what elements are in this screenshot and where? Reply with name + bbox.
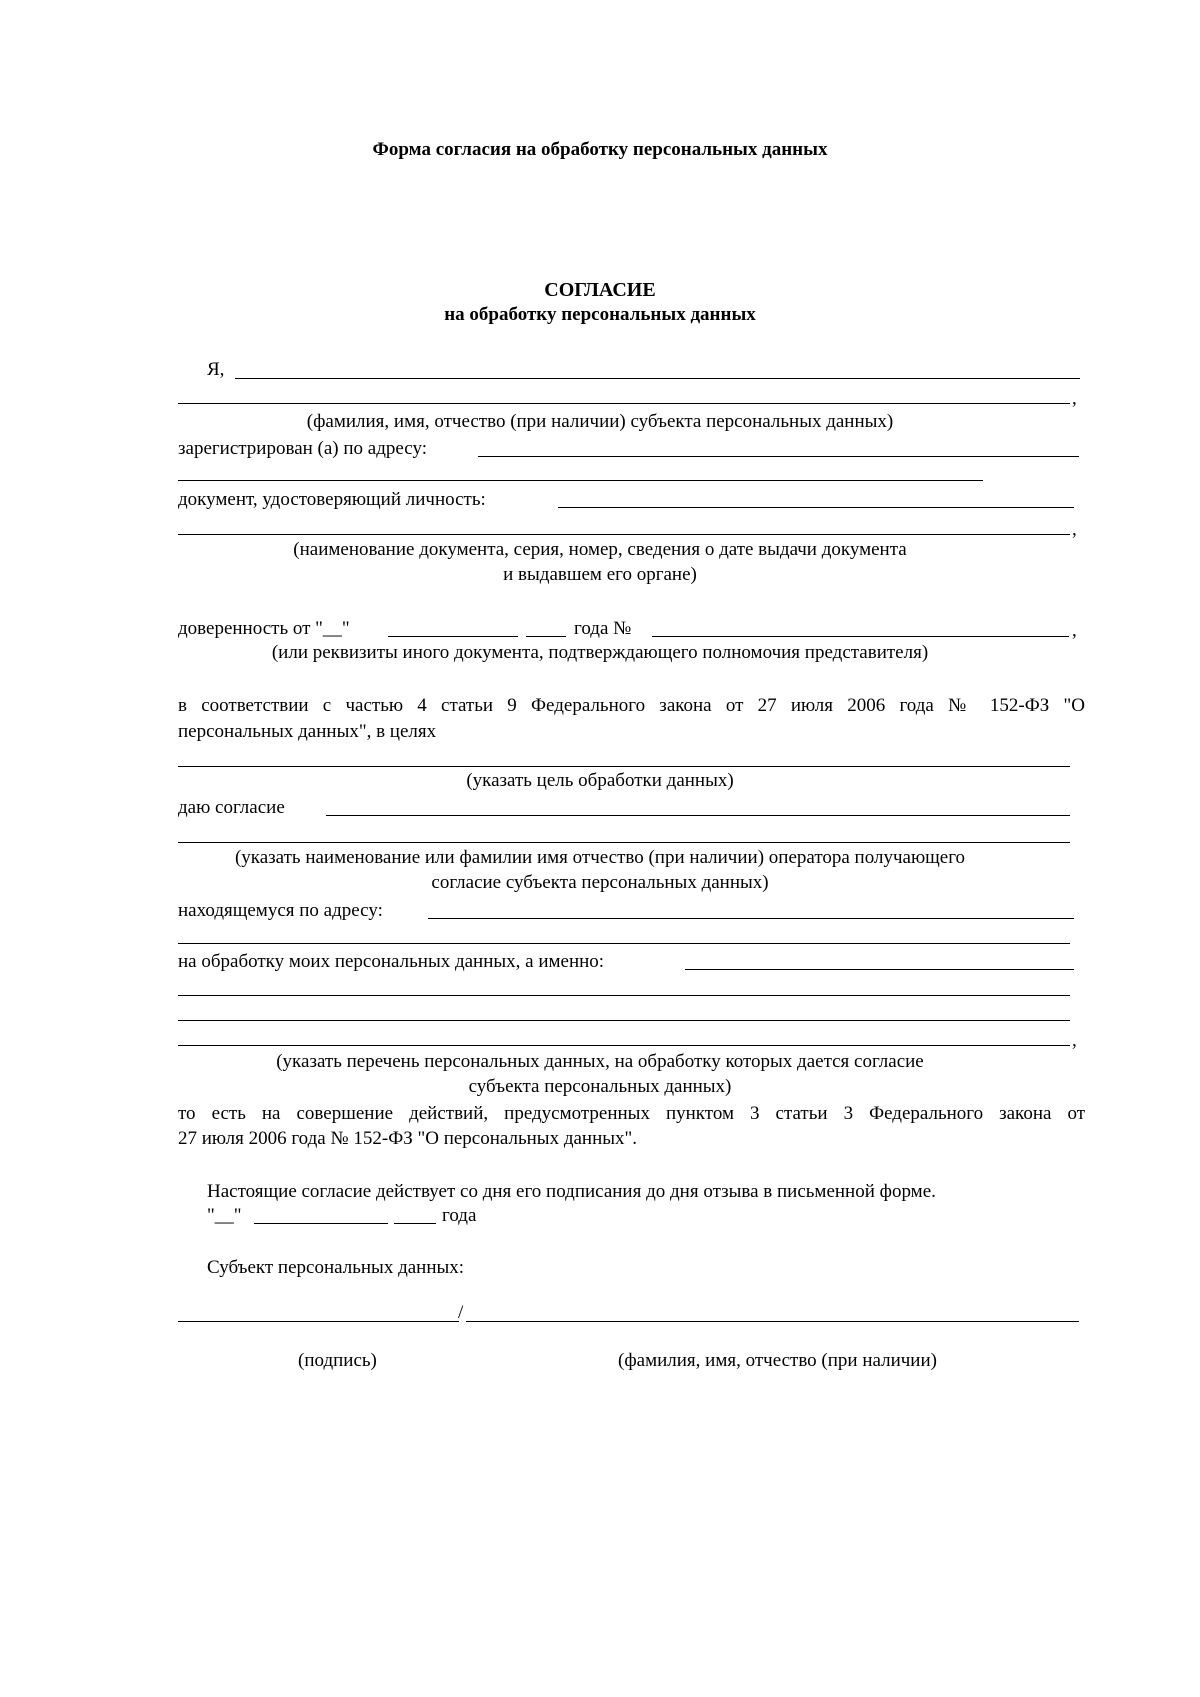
address-line-1[interactable]	[478, 456, 1079, 457]
comma: ,	[1072, 620, 1077, 641]
document-caption-2: и выдавшем его органе)	[503, 564, 697, 585]
power-month-line[interactable]	[388, 636, 518, 637]
law-line-2: персональных данных", в целях	[178, 721, 437, 742]
fio-caption: (фамилия, имя, отчество (при наличии) субъекта персональных данных)	[306, 411, 894, 432]
form-title: Форма согласия на обработку персональных данных	[372, 139, 828, 160]
operator-caption-2: согласие субъекта персональных данных)	[431, 872, 769, 893]
data-label: на обработку моих персональных данных, а именно:	[178, 951, 605, 972]
data-caption-1: (указать перечень персональных данных, на обработку которых дается согласие	[276, 1051, 924, 1072]
consent-label: даю согласие	[178, 797, 285, 818]
date-year-label: года	[442, 1205, 477, 1226]
name-caption: (фамилия, имя, отчество (при наличии)	[618, 1350, 937, 1371]
date-year-line[interactable]	[394, 1223, 436, 1224]
comma: ,	[1072, 519, 1077, 540]
power-year-label: года №	[574, 618, 632, 639]
validity-text: Настоящие согласие действует со дня его подписания до дня отзыва в письменной форме.	[207, 1181, 936, 1202]
comma: ,	[1072, 388, 1077, 409]
document-line-1[interactable]	[558, 507, 1074, 508]
law-line-1: в соответствии с частью 4 статьи 9 Федерального закона от 27 июля 2006 года № 152-ФЗ "О	[178, 695, 1085, 716]
power-number-line[interactable]	[652, 636, 1069, 637]
power-caption: (или реквизиты иного документа, подтверждающего полномочия представителя)	[271, 642, 929, 663]
purpose-line[interactable]	[178, 766, 1070, 767]
power-year-line[interactable]	[526, 636, 566, 637]
operator-address-label: находящемуся по адресу:	[178, 900, 383, 921]
power-label: доверенность от "__"	[178, 618, 350, 639]
operator-caption-1: (указать наименование или фамилии имя отчество (при наличии) оператора получающего	[234, 847, 966, 868]
actions-line-1: то есть на совершение действий, предусмотренных пунктом 3 статьи 3 Федерального закона от	[178, 1103, 1085, 1124]
document-title: СОГЛАСИЕ	[544, 279, 656, 301]
data-line-1[interactable]	[685, 969, 1074, 970]
date-month-line[interactable]	[254, 1223, 388, 1224]
data-line-2[interactable]	[178, 995, 1070, 996]
ya-label: Я,	[207, 359, 225, 380]
purpose-caption: (указать цель обработки данных)	[466, 770, 734, 791]
operator-address-line-2[interactable]	[178, 943, 1070, 944]
address-label: зарегистрирован (а) по адресу:	[178, 438, 428, 459]
document-label: документ, удостоверяющий личность:	[178, 489, 486, 510]
operator-line-2[interactable]	[178, 842, 1070, 843]
date-quote: "__"	[207, 1205, 242, 1226]
actions-line-2: 27 июля 2006 года № 152-ФЗ "О персональных данных".	[178, 1128, 638, 1149]
subject-name-line[interactable]	[466, 1321, 1079, 1322]
comma: ,	[1072, 1030, 1077, 1051]
fio-line-2[interactable]	[178, 403, 1070, 404]
operator-address-line-1[interactable]	[428, 918, 1074, 919]
document-caption-1: (наименование документа, серия, номер, сведения о дате выдачи документа	[293, 539, 907, 560]
data-line-3[interactable]	[178, 1020, 1070, 1021]
subject-label: Субъект персональных данных:	[207, 1257, 465, 1278]
document-subtitle: на обработку персональных данных	[444, 304, 756, 325]
signature-line[interactable]	[178, 1321, 459, 1322]
slash: /	[458, 1302, 464, 1323]
signature-caption: (подпись)	[298, 1350, 377, 1371]
operator-line-1[interactable]	[326, 815, 1070, 816]
data-caption-2: субъекта персональных данных)	[468, 1076, 732, 1097]
address-line-2[interactable]	[178, 480, 983, 481]
document-line-2[interactable]	[178, 534, 1070, 535]
fio-line-1[interactable]	[235, 378, 1080, 379]
data-line-4[interactable]	[178, 1045, 1070, 1046]
